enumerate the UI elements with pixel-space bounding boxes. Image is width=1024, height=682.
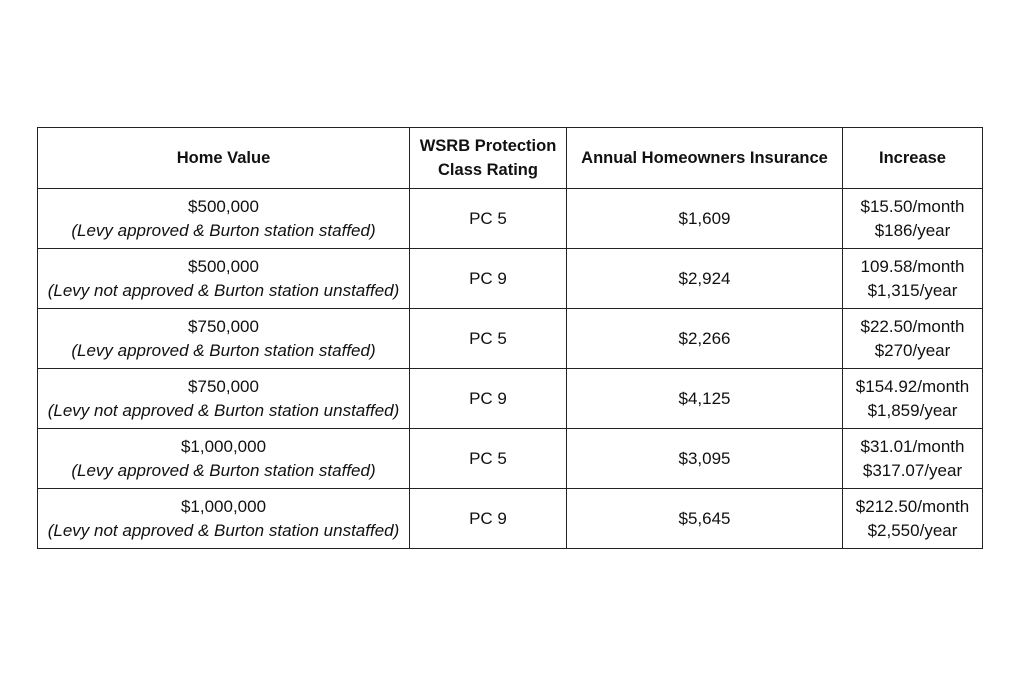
header-protection-line1: WSRB Protection	[419, 137, 557, 155]
increase-cell	[843, 309, 983, 369]
increase-cell	[843, 429, 983, 489]
home-value: $750,000	[188, 376, 259, 396]
increase-yearly: $317.07/year	[862, 460, 963, 480]
protection-rating: PC 5	[410, 189, 567, 249]
home-value: $1,000,000	[180, 496, 267, 516]
home-value-cell	[38, 429, 410, 489]
increase-yearly: $186/year	[874, 220, 951, 240]
increase-monthly: $15.50/month	[860, 196, 965, 216]
protection-rating: PC 9	[410, 249, 567, 309]
table-header-row	[38, 128, 983, 189]
increase-monthly: 109.58/month	[860, 256, 965, 276]
protection-rating: PC 9	[410, 489, 567, 549]
scenario-note: (Levy not approved & Burton station unstaffed)	[47, 400, 400, 420]
home-value: $1,000,000	[180, 436, 267, 456]
scenario-note: (Levy not approved & Burton station unstaffed)	[47, 520, 400, 540]
scenario-note: (Levy approved & Burton station staffed)	[71, 220, 376, 240]
increase-yearly: $1,859/year	[867, 400, 958, 420]
increase-yearly: $270/year	[874, 340, 951, 360]
table-row	[38, 249, 983, 309]
header-annual-insurance: Annual Homeowners Insurance	[567, 128, 843, 189]
header-increase: Increase	[843, 128, 983, 189]
increase-yearly: $2,550/year	[867, 520, 958, 540]
increase-monthly: $22.50/month	[860, 316, 965, 336]
header-home-value: Home Value	[38, 128, 410, 189]
protection-rating: PC 9	[410, 369, 567, 429]
increase-cell	[843, 249, 983, 309]
insurance-comparison-table	[37, 127, 983, 549]
table-row	[38, 309, 983, 369]
home-value: $750,000	[188, 316, 259, 336]
annual-insurance: $3,095	[567, 429, 843, 489]
protection-rating: PC 5	[410, 309, 567, 369]
annual-insurance: $2,924	[567, 249, 843, 309]
table-row	[38, 189, 983, 249]
increase-monthly: $212.50/month	[855, 496, 970, 516]
header-protection-class	[410, 128, 567, 189]
annual-insurance: $5,645	[567, 489, 843, 549]
insurance-table-container	[37, 127, 983, 549]
annual-insurance: $2,266	[567, 309, 843, 369]
increase-cell	[843, 189, 983, 249]
home-value-cell	[38, 489, 410, 549]
annual-insurance: $1,609	[567, 189, 843, 249]
header-protection-line2: Class Rating	[438, 161, 538, 179]
home-value: $500,000	[188, 196, 259, 216]
table-row	[38, 429, 983, 489]
increase-cell	[843, 369, 983, 429]
table-row	[38, 369, 983, 429]
annual-insurance: $4,125	[567, 369, 843, 429]
home-value-cell	[38, 309, 410, 369]
home-value-cell	[38, 369, 410, 429]
table-row	[38, 489, 983, 549]
increase-monthly: $31.01/month	[860, 436, 965, 456]
increase-yearly: $1,315/year	[867, 280, 958, 300]
scenario-note: (Levy approved & Burton station staffed)	[71, 340, 376, 360]
home-value-cell	[38, 189, 410, 249]
home-value-cell	[38, 249, 410, 309]
scenario-note: (Levy approved & Burton station staffed)	[71, 460, 376, 480]
home-value: $500,000	[188, 256, 259, 276]
protection-rating: PC 5	[410, 429, 567, 489]
increase-cell	[843, 489, 983, 549]
increase-monthly: $154.92/month	[855, 376, 970, 396]
scenario-note: (Levy not approved & Burton station unstaffed)	[47, 280, 400, 300]
